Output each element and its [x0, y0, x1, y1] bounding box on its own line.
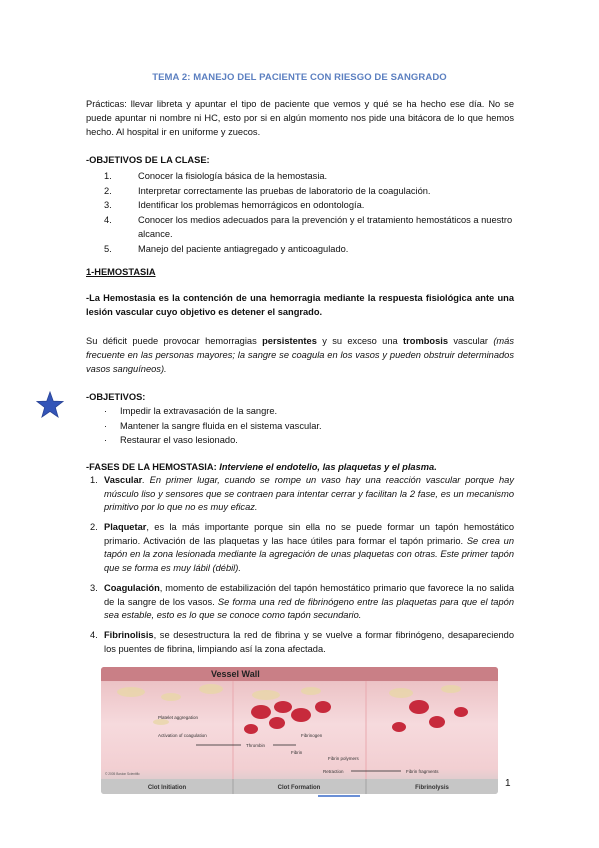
- fases-heading: -FASES DE LA HEMOSTASIA: Interviene el endotelio, las plaquetas y el plasma.: [86, 462, 437, 472]
- objetivos-list: [86, 404, 514, 448]
- list-item: · Mantener la sangre fluida en el sistema vascular.: [104, 420, 322, 431]
- intro-paragraph: Prácticas: llevar libreta y apuntar el tipo de paciente que vemos y qué se ha hecho ese día. No se puede apuntar ni nombre ni HC, esto por si en algún momento nos pide una bitácora de lo que hemos hecho. Al hospital ir en uniforme y zuecos.: [86, 99, 514, 137]
- objetivos-clase-list: [86, 169, 514, 257]
- list-item: 1. Conocer la fisiología básica de la hemostasia.: [104, 171, 328, 181]
- list-item: 3. Coagulación, momento de estabilización del tapón hemostático primario que favorece la no salida de la sangre de los vasos. Se forma una red de fibrinógeno entre las plaquetas para que el tapón sea estable, esto es lo que se conoce como tapón secundario.: [90, 583, 514, 621]
- star-icon: [36, 391, 64, 419]
- list-item: 2. Interpretar correctamente las pruebas de laboratorio de la coagulación.: [104, 185, 431, 196]
- diagram-label: Fibrinogen: [301, 733, 323, 738]
- diagram-label: Fibrin: [291, 750, 303, 755]
- diagram-title: Vessel Wall: [211, 669, 260, 679]
- page-number: 1: [505, 778, 511, 789]
- list-item: 5. Manejo del paciente antiagregado y anticoagulado.: [104, 243, 349, 254]
- hemostasis-diagram: [101, 667, 498, 794]
- list-item: · Impedir la extravasación de la sangre.: [104, 406, 278, 416]
- definition-paragraph: -La Hemostasia es la contención de una hemorragia mediante la respuesta fisiológica ante una lesión vascular cuyo objetivo es detener el sangrado.: [86, 293, 514, 317]
- list-item: 2. Plaquetar, es la más importante porque sin ella no se puede formar un tapón hemostático primario. Activación de las plaquetas y las hace útiles para formar el tapón primario. Se crea un tapón en la zona lesionada mediante la agregación de unas plaquetas con otras. Este primer tapón que se forma es muy lábil (débil).: [90, 522, 515, 573]
- list-item: 3. Identificar los problemas hemorrágicos en odontología.: [104, 200, 365, 211]
- list-item: 4. Fibrinolisis, se desestructura la red de fibrina y se vuelve a formar fibrinógeno, desapareciendo los puentes de fibrina, limpiando así la zona afectada.: [90, 630, 514, 654]
- objetivos-heading: -OBJETIVOS:: [86, 392, 146, 402]
- diagram-footer-label: Fibrinolysis: [415, 785, 449, 791]
- list-item: 1. Vascular. En primer lugar, cuando se rompe un vaso hay una reacción vascular porque hay músculo liso y sensores que se contraen para intentar cerrar y facilitan la 2 fase, es un mecanismo primitivo por lo que no es muy eficaz.: [90, 475, 514, 513]
- diagram-footer-label: Clot Initiation: [147, 785, 187, 791]
- divider: [318, 795, 360, 797]
- list-item: 4. Conocer los medios adecuados para la prevención y el tratamiento hemostáticos a nuestro alcance.: [104, 214, 513, 240]
- diagram-label: Fibrin polymers: [328, 756, 359, 761]
- diagram-copyright: © 2005 Boston Scientific: [105, 772, 140, 776]
- diagram-label: Activation of coagulation: [158, 733, 207, 738]
- diagram-label: Platelet aggregation: [158, 715, 199, 720]
- list-item: · Restaurar el vaso lesionado.: [104, 435, 238, 446]
- diagram-label: Thrombin: [246, 743, 266, 748]
- deficit-paragraph: Su déficit puede provocar hemorragias persistentes y su exceso una trombosis vascular (más frecuente en las personas mayores; la sangre se coagula en los vasos y pueden obstruir determinados vasos sanguíneos).: [86, 336, 514, 374]
- document-title: TEMA 2: MANEJO DEL PACIENTE CON RIESGO DE SANGRADO: [152, 72, 447, 83]
- diagram-footer-label: Clot Formation: [277, 785, 321, 791]
- diagram-label: Retraction: [323, 769, 344, 774]
- objetivos-clase-heading: -OBJETIVOS DE LA CLASE:: [86, 155, 210, 165]
- section-heading-hemostasia: 1-HEMOSTASIA: [86, 267, 156, 277]
- diagram-label: Fibrin fragments: [406, 769, 439, 774]
